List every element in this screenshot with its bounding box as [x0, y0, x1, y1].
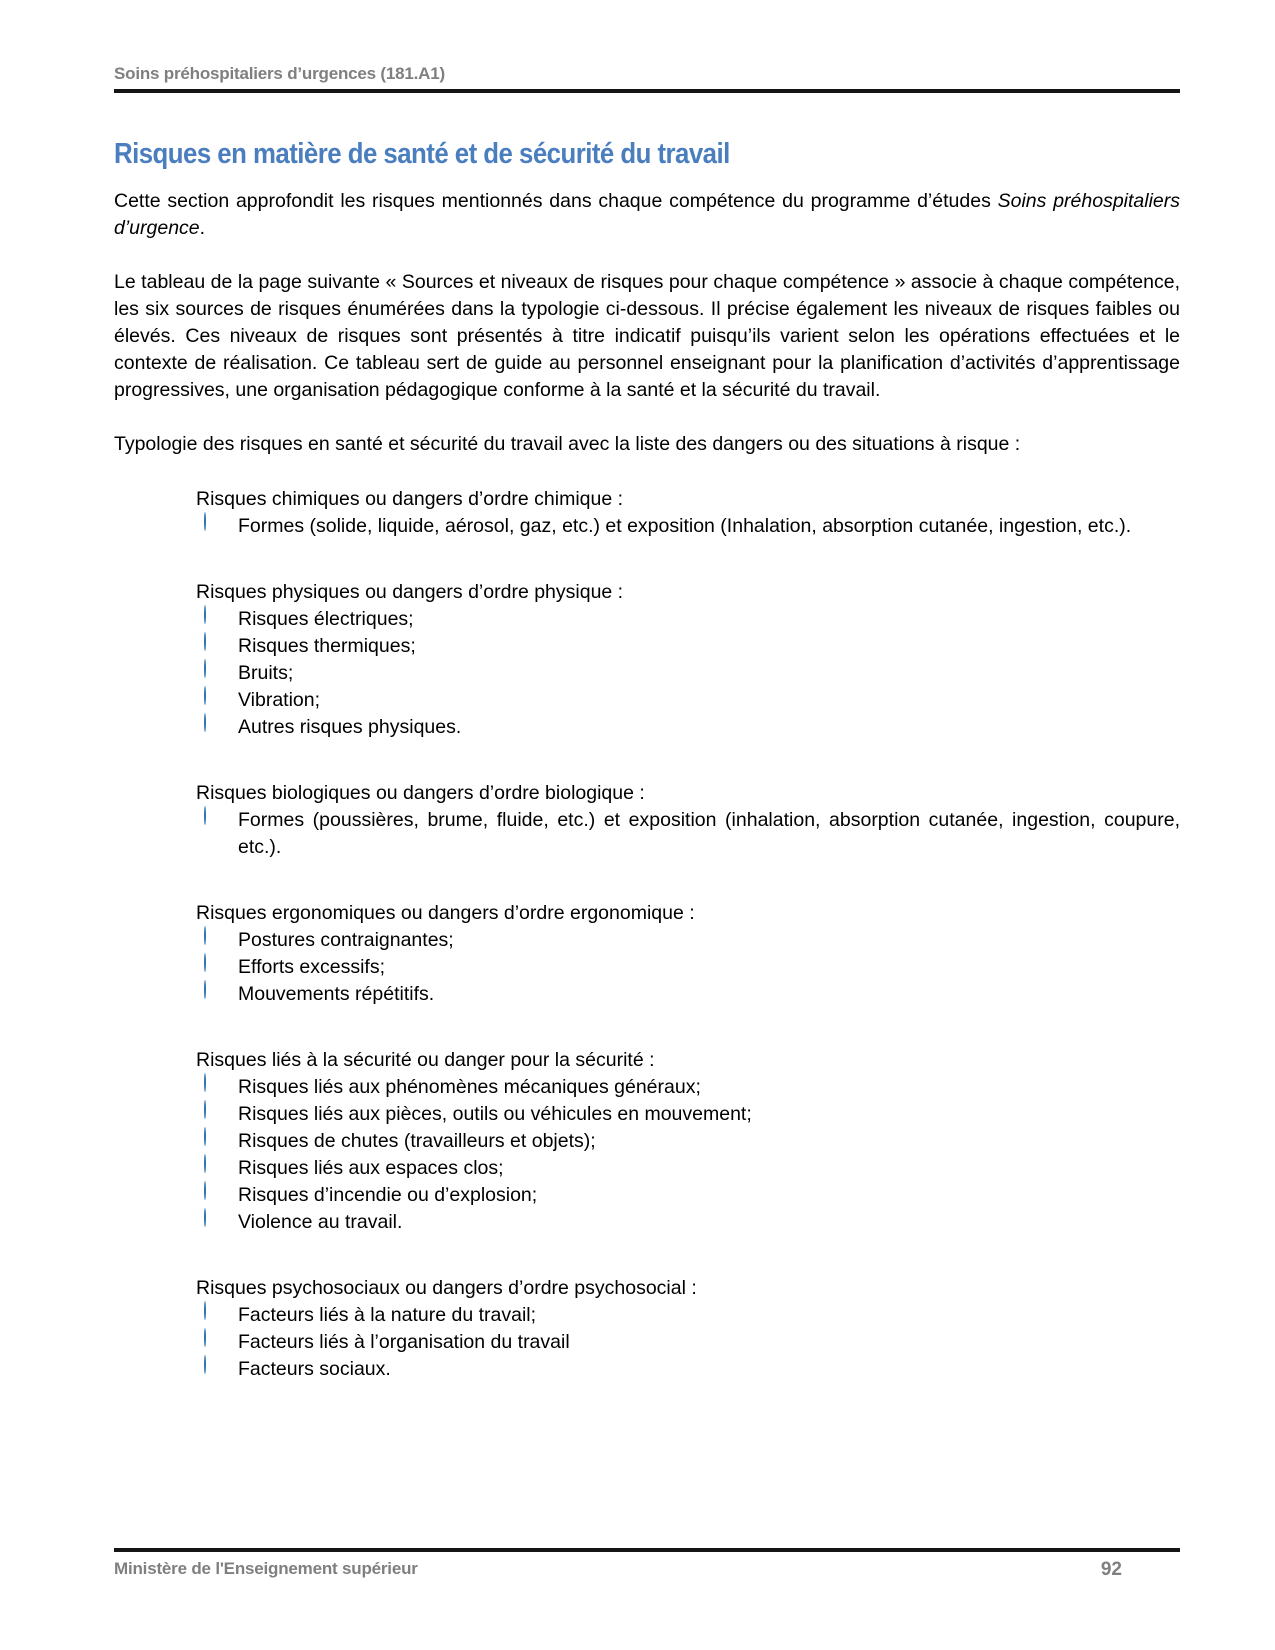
risk-sub-item-text: Risques d’incendie ou d’explosion;	[238, 1184, 538, 1206]
risk-category-label: Risques biologiques ou dangers d’ordre biologique :	[196, 782, 645, 804]
page-content	[114, 138, 1180, 1383]
risk-sub-item	[114, 1356, 1180, 1383]
risk-category-group	[114, 1275, 1180, 1383]
risk-sub-list	[114, 1074, 1180, 1236]
page-footer	[114, 1548, 1180, 1581]
risk-sub-item-text: Formes (poussières, brume, fluide, etc.) et exposition (inhalation, absorption cutanée, ingestion, coupure, etc.).	[238, 809, 1180, 858]
risk-sub-item	[114, 1101, 1180, 1128]
risk-sub-item	[114, 954, 1180, 981]
circle-bullet-icon	[204, 806, 206, 825]
circle-bullet-icon	[204, 605, 206, 624]
risk-sub-item-text: Risques liés aux phénomènes mécaniques généraux;	[238, 1076, 701, 1098]
intro-lead: Cette section approfondit les risques mentionnés dans chaque compétence du programme d’études	[114, 190, 991, 212]
program-title-italic: Soins préhospitaliers d’urgence	[114, 190, 1181, 239]
circle-bullet-icon	[204, 1154, 206, 1173]
risk-sub-item	[114, 1209, 1180, 1236]
circle-bullet-icon	[204, 659, 206, 678]
risk-category-group	[114, 579, 1180, 741]
risk-sub-item-text: Violence au travail.	[238, 1211, 403, 1233]
risk-sub-list	[114, 513, 1180, 540]
risk-sub-item-text: Facteurs liés à la nature du travail;	[238, 1304, 537, 1326]
risk-sub-item	[114, 1128, 1180, 1155]
circle-bullet-icon	[204, 1208, 206, 1227]
risk-sub-item-text: Autres risques physiques.	[238, 716, 462, 738]
risk-sub-item-text: Risques liés aux espaces clos;	[238, 1157, 504, 1179]
risk-sub-item	[114, 1329, 1180, 1356]
risk-sub-list	[114, 606, 1180, 741]
circle-bullet-icon	[204, 980, 206, 999]
circle-bullet-icon	[204, 632, 206, 651]
risk-sub-item	[114, 687, 1180, 714]
risk-category-group	[114, 486, 1180, 540]
risk-category-group	[114, 900, 1180, 1008]
risk-sub-item	[114, 513, 1180, 540]
risk-sub-item-text: Facteurs sociaux.	[238, 1358, 391, 1380]
risk-sub-item	[114, 1182, 1180, 1209]
risk-sub-item	[114, 1302, 1180, 1329]
risk-sub-item-text: Risques thermiques;	[238, 635, 416, 657]
risk-sub-list	[114, 807, 1180, 861]
circle-bullet-icon	[204, 1328, 206, 1347]
risk-sub-item-text: Bruits;	[238, 662, 294, 684]
overview-paragraph: Le tableau de la page suivante « Sources et niveaux de risques pour chaque compétence » associe à chaque compétence, les six sources de risques énumérées dans la typologie ci-dessous. Il précise également les niveaux de risques faibles ou élevés. Ces niveaux de risques sont présentés à titre indicatif puisqu’ils varient selon les opérations effectuées et le contexte de réalisation. Ce tableau sert de guide au personnel enseignant pour la planification d’activités d’apprentissage progressives, une organisation pédagogique conforme à la santé et la sécurité du travail.	[114, 271, 1180, 401]
risk-category-group	[114, 780, 1180, 861]
page-header	[114, 64, 1180, 93]
risk-sub-item	[114, 660, 1180, 687]
circle-bullet-icon	[204, 1100, 206, 1119]
circle-bullet-icon	[204, 953, 206, 972]
risk-category-label: Risques psychosociaux ou dangers d’ordre psychosocial :	[196, 1277, 697, 1299]
risk-sub-item-text: Vibration;	[238, 689, 321, 711]
risk-category-label: Risques physiques ou dangers d’ordre physique :	[196, 581, 624, 603]
footer-ministry-label: Ministère de l'Enseignement supérieur	[114, 1559, 418, 1578]
risk-sub-list	[114, 927, 1180, 1008]
risk-category-row	[114, 1275, 1180, 1302]
risk-sub-item	[114, 633, 1180, 660]
typology-lead-in: Typologie des risques en santé et sécurité du travail avec la liste des dangers ou des situations à risque :	[114, 433, 1021, 455]
circle-bullet-icon	[204, 1301, 206, 1320]
risk-category-label: Risques liés à la sécurité ou danger pour la sécurité :	[196, 1049, 655, 1071]
circle-bullet-icon	[204, 686, 206, 705]
risk-category-row	[114, 486, 1180, 513]
risk-sub-item-text: Postures contraignantes;	[238, 929, 454, 951]
page-number: 92	[1100, 1559, 1122, 1580]
circle-bullet-icon	[204, 713, 206, 732]
risk-sub-item-text: Efforts excessifs;	[238, 956, 386, 978]
risk-sub-item	[114, 807, 1180, 861]
risk-category-group	[114, 1047, 1180, 1236]
risk-sub-list	[114, 1302, 1180, 1383]
risk-category-row	[114, 900, 1180, 927]
risk-sub-item	[114, 714, 1180, 741]
section-title: Risques en matière de santé et de sécurité du travail	[114, 138, 730, 170]
circle-bullet-icon	[204, 926, 206, 945]
risk-sub-item	[114, 1074, 1180, 1101]
circle-bullet-icon	[204, 1127, 206, 1146]
circle-bullet-icon	[204, 1181, 206, 1200]
risk-sub-item-text: Facteurs liés à l’organisation du travail	[238, 1331, 570, 1353]
risk-category-row	[114, 1047, 1180, 1074]
risk-typology-list	[114, 486, 1180, 1383]
intro-tail: .	[199, 217, 206, 239]
risk-sub-item	[114, 606, 1180, 633]
circle-bullet-icon	[204, 1073, 206, 1092]
risk-sub-item-text: Formes (solide, liquide, aérosol, gaz, etc.) et exposition (Inhalation, absorption cutanée, ingestion, etc.).	[238, 515, 1132, 537]
risk-category-row	[114, 780, 1180, 807]
risk-sub-item	[114, 981, 1180, 1008]
circle-bullet-icon	[204, 512, 206, 531]
intro-paragraph	[114, 188, 1180, 242]
risk-sub-item-text: Risques liés aux pièces, outils ou véhicules en mouvement;	[238, 1103, 752, 1125]
risk-sub-item	[114, 927, 1180, 954]
risk-category-label: Risques ergonomiques ou dangers d’ordre ergonomique :	[196, 902, 695, 924]
risk-category-label: Risques chimiques ou dangers d’ordre chimique :	[196, 488, 624, 510]
circle-bullet-icon	[204, 1355, 206, 1374]
risk-sub-item-text: Risques de chutes (travailleurs et objets);	[238, 1130, 596, 1152]
risk-sub-item-text: Risques électriques;	[238, 608, 414, 630]
risk-category-row	[114, 579, 1180, 606]
risk-sub-item	[114, 1155, 1180, 1182]
risk-sub-item-text: Mouvements répétitifs.	[238, 983, 435, 1005]
running-header-title: Soins préhospitaliers d’urgences (181.A1)	[114, 64, 445, 83]
